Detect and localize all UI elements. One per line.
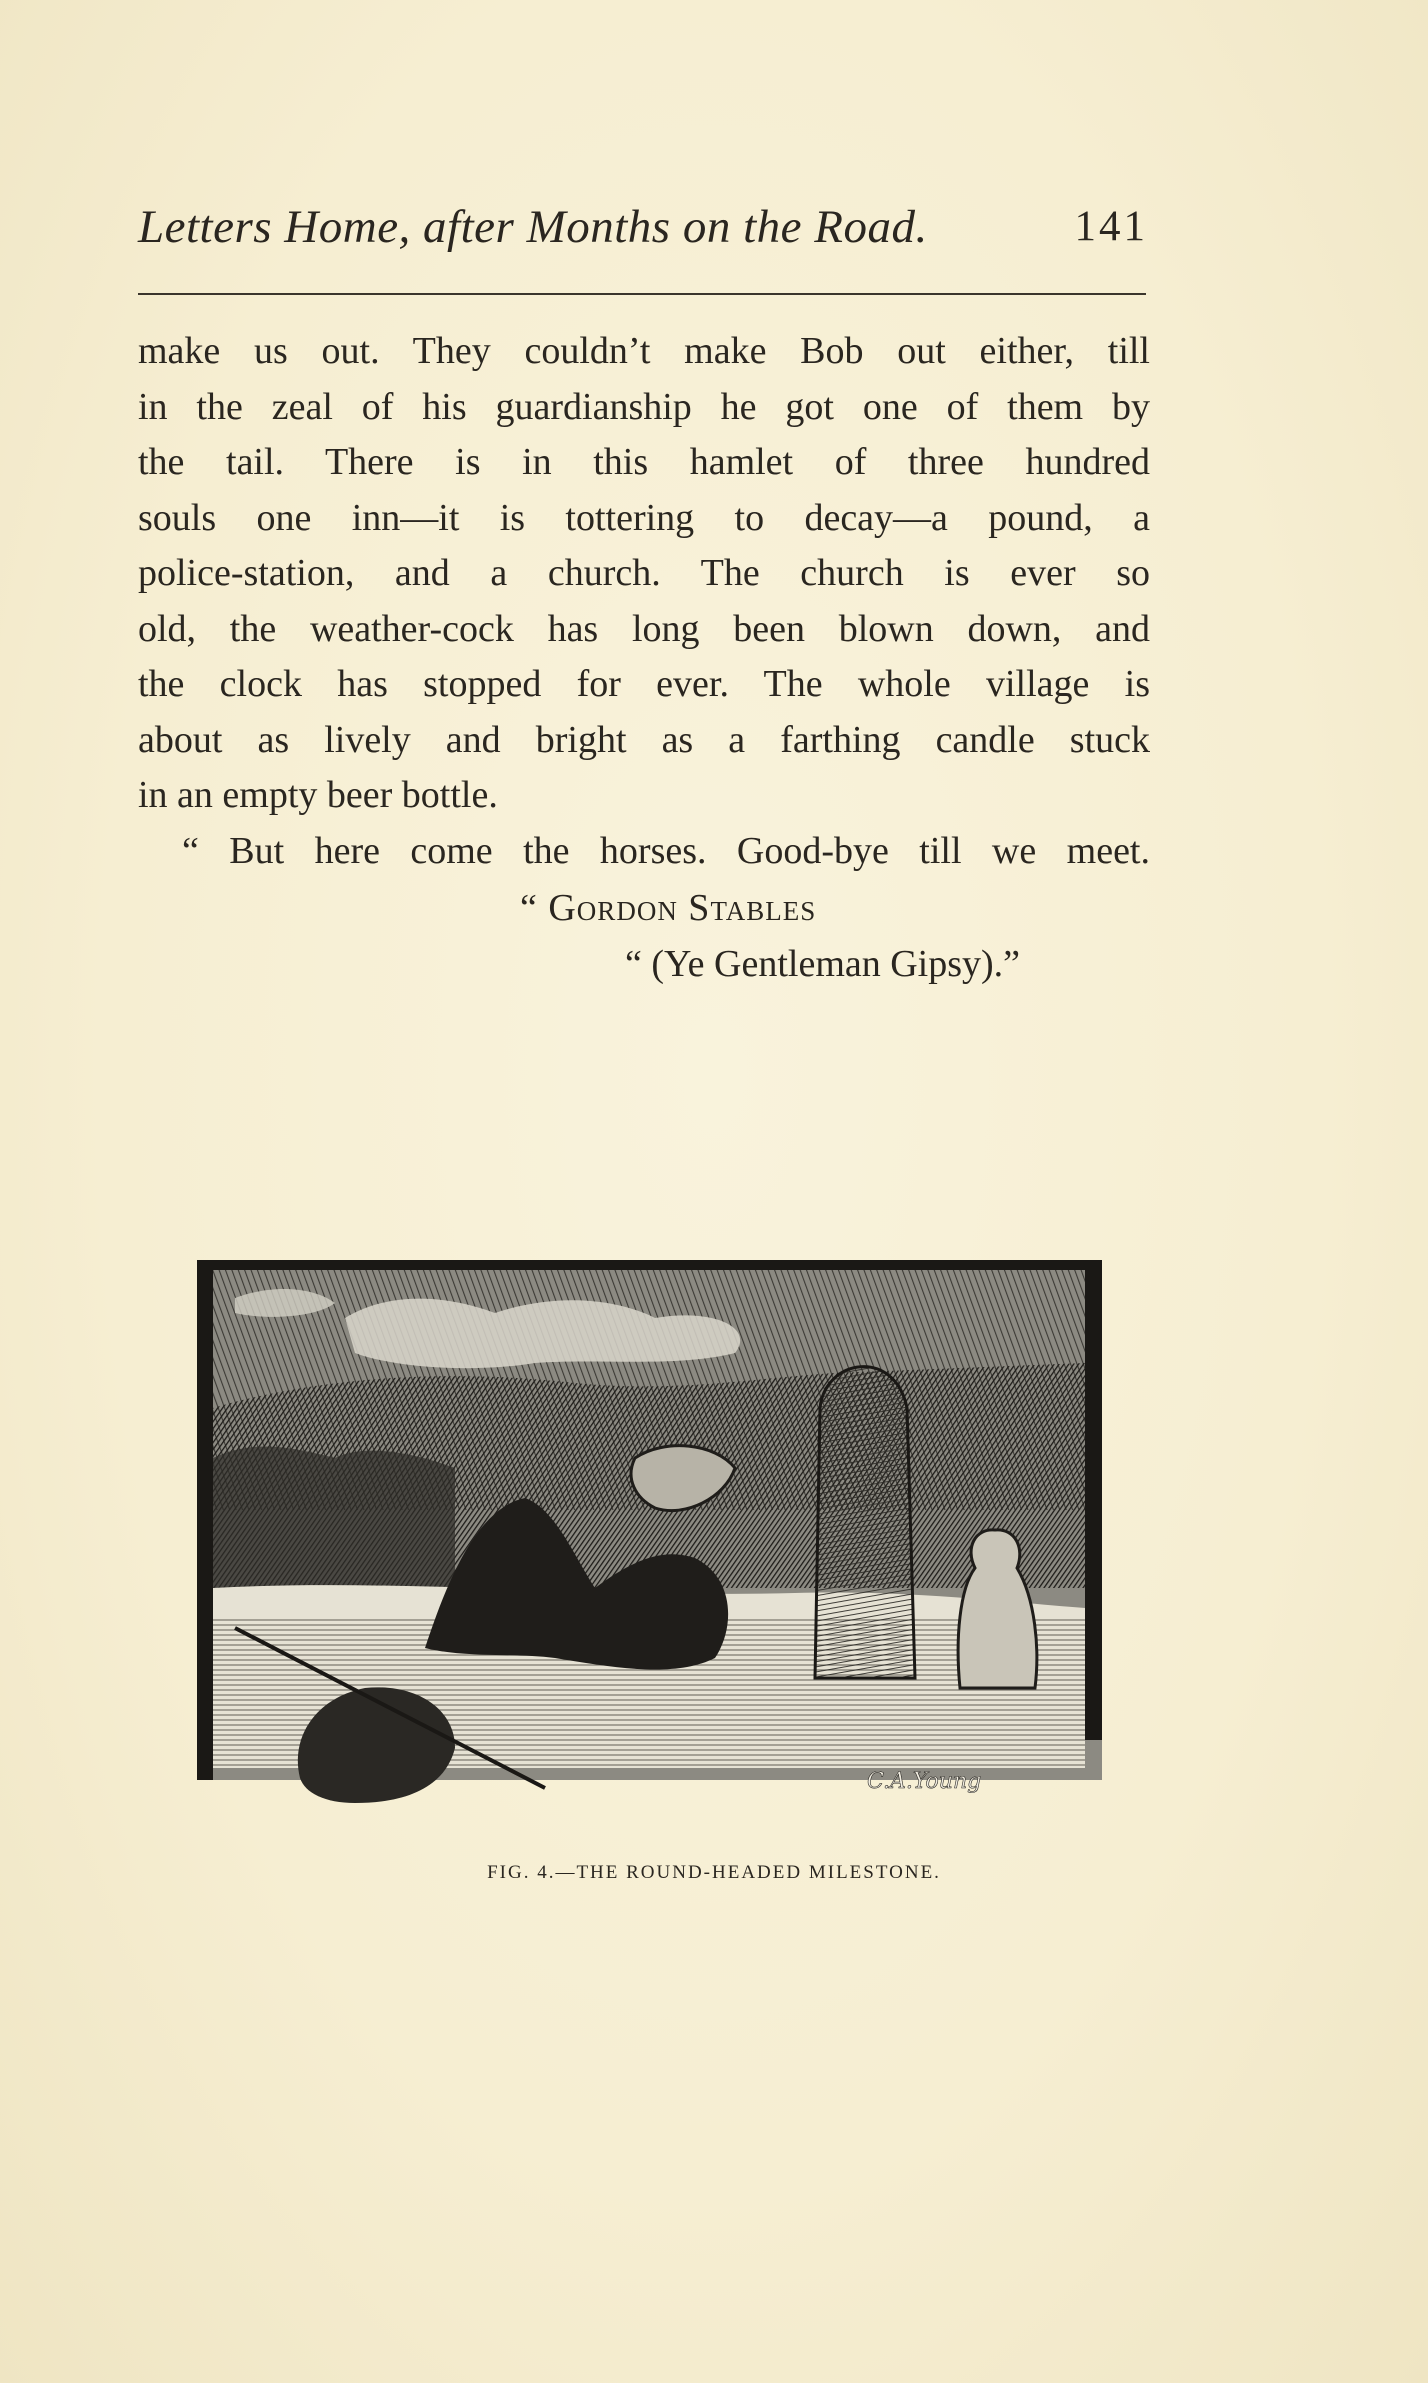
running-head: [138, 200, 1148, 270]
milestone: [815, 1367, 915, 1678]
text-line: police-station, and a church. The church is ever so: [138, 552, 1150, 594]
frame-right: [1085, 1260, 1102, 1740]
page-number: 141: [1074, 203, 1148, 250]
figure-caption: FIG. 4.—THE ROUND-HEADED MILESTONE.: [487, 1862, 941, 1883]
text-line: “ But here come the horses. Good-bye till we meet.: [182, 829, 1150, 872]
running-title: Letters Home, after Months on the Road.: [138, 201, 928, 253]
frame-left: [197, 1260, 213, 1780]
text-line: the clock has stopped for ever. The whole village is: [138, 663, 1150, 705]
text-line: about as lively and bright as a farthing candle stuck: [138, 718, 1150, 761]
signature-name: “ Gordon Stables: [520, 887, 817, 929]
frame-top: [197, 1260, 1102, 1270]
engraving-illustration: [195, 1258, 1105, 1838]
trees: [213, 1446, 455, 1588]
text-line: in an empty beer bottle.: [138, 774, 498, 816]
text-line: make us out. They couldn’t make Bob out either, till: [138, 330, 1150, 372]
header-rule: [138, 293, 1146, 295]
text-line: the tail. There is in this hamlet of three hundred: [138, 441, 1150, 483]
milestone-engraving: [195, 1258, 1105, 1838]
body-text: [138, 324, 1150, 879]
text-line: in the zeal of his guardianship he got one of them by: [138, 385, 1150, 428]
text-line: old, the weather-cock has long been blown down, and: [138, 607, 1150, 650]
text-line: souls one inn—it is tottering to decay—a pound, a: [138, 496, 1150, 539]
signature-alias: “ (Ye Gentleman Gipsy).”: [625, 943, 1021, 985]
artist-signature: C.A.Young: [867, 1769, 982, 1794]
